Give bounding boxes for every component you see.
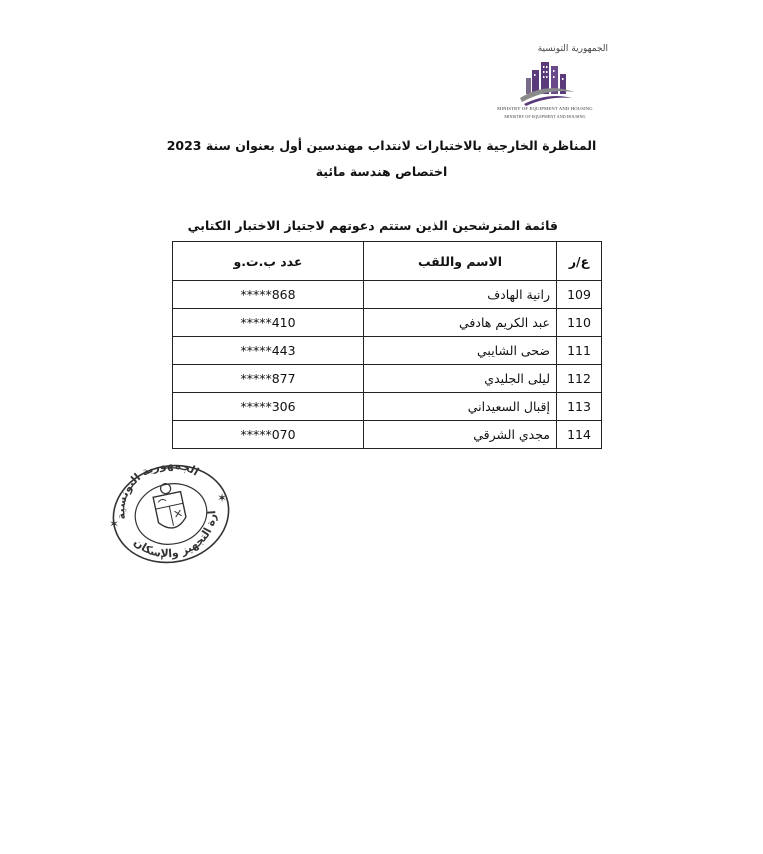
row-number: 113 xyxy=(557,393,602,421)
table-row xyxy=(173,309,602,337)
row-number: 109 xyxy=(557,281,602,309)
table-header-row xyxy=(173,242,602,281)
table-row xyxy=(173,337,602,365)
candidates-list-title: قائمة المترشحين الذين ستتم دعوتهم لاجتياز الاختبار الكتابي xyxy=(187,218,558,233)
candidates-table xyxy=(172,241,602,449)
candidate-id: *****443 xyxy=(173,337,364,365)
official-stamp xyxy=(105,458,235,568)
row-number: 110 xyxy=(557,309,602,337)
column-header-number: ع/ر xyxy=(557,242,602,281)
candidate-id: *****306 xyxy=(173,393,364,421)
candidate-id: *****070 xyxy=(173,421,364,449)
tunisia-coat-of-arms-icon xyxy=(151,481,188,531)
table-row xyxy=(173,393,602,421)
table-row xyxy=(173,281,602,309)
specialty-subtitle: اختصاص هندسة مائية xyxy=(315,164,448,179)
candidate-id: *****868 xyxy=(173,281,364,309)
row-number: 112 xyxy=(557,365,602,393)
stamp-star-icon: ✶ xyxy=(109,517,120,531)
candidate-name: عبد الكريم هادفي xyxy=(364,309,557,337)
candidate-name: ضحى الشايبي xyxy=(364,337,557,365)
candidate-name: رانية الهادف xyxy=(364,281,557,309)
candidate-name: ليلى الجليدي xyxy=(364,365,557,393)
stamp-inner-text: وزارة التجهيز والإسكان xyxy=(131,510,219,561)
logo-arabic-top: الجمهورية التونسية xyxy=(537,44,608,54)
candidate-name: إقبال السعيداني xyxy=(364,393,557,421)
stamp-star-icon: ✶ xyxy=(217,491,228,505)
candidate-id: *****877 xyxy=(173,365,364,393)
page-title: المناظرة الخارجية بالاختبارات لانتداب مهندسين أول بعنوان سنة 2023 xyxy=(166,138,597,153)
stamp-outer-text: الجمهورية التونسية xyxy=(114,458,202,521)
logo-english-line-1: MINISTRY OF EQUIPMENT AND HOUSING xyxy=(497,106,593,111)
column-header-id: عدد ب.ت.و xyxy=(173,242,364,281)
row-number: 114 xyxy=(557,421,602,449)
row-number: 111 xyxy=(557,337,602,365)
column-header-name: الاسم واللقب xyxy=(364,242,557,281)
candidate-id: *****410 xyxy=(173,309,364,337)
ministry-logo xyxy=(470,40,620,135)
buildings-emblem-icon xyxy=(518,54,576,106)
candidate-name: مجدي الشرقي xyxy=(364,421,557,449)
table-row xyxy=(173,421,602,449)
table-row xyxy=(173,365,602,393)
logo-english-line-2: MINISTRY OF EQUIPMENT AND HOUSING xyxy=(504,114,586,119)
